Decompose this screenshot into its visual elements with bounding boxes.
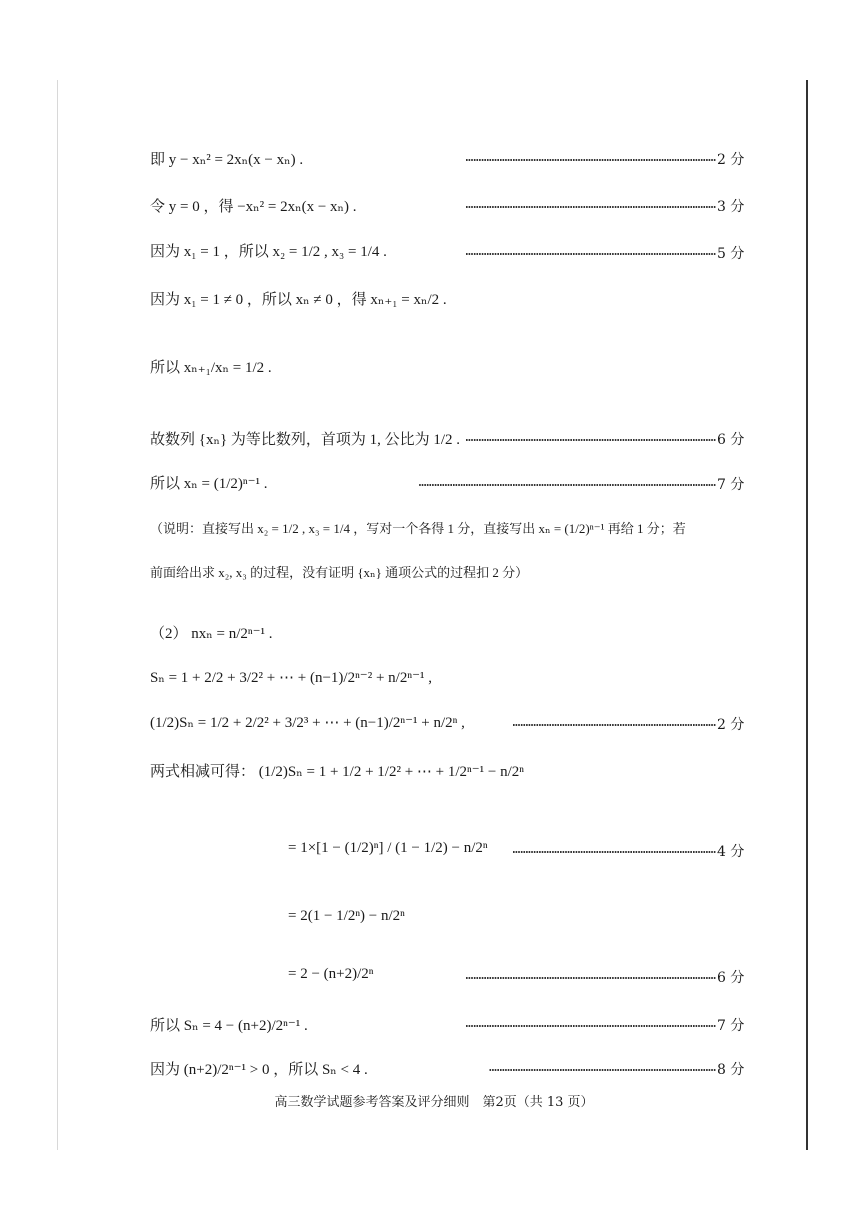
part2-line-7 (288, 966, 374, 983)
page-footer: 高三数学试题参考答案及评分细则 第2页（共 13 页） (274, 1095, 594, 1110)
dot-leader: …………………………………………………………………………………… (465, 197, 716, 212)
part2-line-8 (150, 1014, 308, 1035)
part2-line-5-text: = 1×[1 − (1/2)ⁿ] / (1 − 1/2) − n/2ⁿ (288, 840, 488, 856)
solution-line-4-text: 因为 x₁ = 1 ≠ 0 ，所以 xₙ ≠ 0 ，得 xₙ₊₁ = xₙ/2 . (150, 292, 447, 308)
score-line-6: 6 分 (717, 432, 745, 448)
solution-line-1 (150, 148, 303, 169)
score-part2-line-3: 2 分 (717, 717, 745, 733)
dot-leader: …………………………………………………………………………… (489, 1060, 716, 1075)
score-part2-line-9: 8 分 (717, 1062, 745, 1078)
dot-leader: …………………………………………………………………………………… (465, 1016, 716, 1031)
dot-leader: …………………………………………………………………………………… (465, 968, 716, 983)
page-left-edge (57, 80, 58, 1150)
part2-line-9 (150, 1058, 368, 1079)
part2-line-4-text: 两式相减可得： (1/2)Sₙ = 1 + 1/2 + 1/2² + ⋯ + 1/2ⁿ⁻¹ − n/2ⁿ (150, 764, 525, 780)
score-line-2: 3 分 (717, 199, 745, 215)
part2-line-9-text: 因为 (n+2)/2ⁿ⁻¹ > 0 ，所以 Sₙ < 4 . (150, 1062, 368, 1078)
score-part2-line-5: 4 分 (717, 844, 745, 860)
score-line-1: 2 分 (717, 152, 745, 168)
dot-leader: …………………………………………………………………… (512, 715, 716, 730)
part2-line-2 (150, 668, 432, 687)
dot-leader: …………………………………………………………………………………… (465, 244, 716, 259)
part2-line-7-text: = 2 − (n+2)/2ⁿ (288, 966, 374, 982)
solution-line-7 (150, 472, 268, 493)
dot-leader: …………………………………………………………………… (512, 842, 716, 857)
solution-note-1-text: （说明：直接写出 x₂ = 1/2 , x₃ = 1/4 ，写对一个各得 1 分，直接写出 xₙ = (1/2)ⁿ⁻¹ 再给 1 分；若 (150, 521, 686, 536)
page-right-edge (806, 80, 808, 1150)
part2-line-1-text: （2） nxₙ = n/2ⁿ⁻¹ . (150, 626, 273, 642)
solution-line-6-text: 故数列 {xₙ} 为等比数列，首项为 1, 公比为 1/2 . (150, 432, 461, 448)
part2-line-3-text: (1/2)Sₙ = 1/2 + 2/2² + 3/2³ + ⋯ + (n−1)/2ⁿ⁻¹ + n/2ⁿ , (150, 715, 465, 731)
part2-line-6 (288, 908, 405, 925)
part2-line-3 (150, 713, 465, 732)
solution-line-2 (150, 195, 357, 216)
dot-leader: …………………………………………………………………………………… (465, 150, 716, 165)
dot-leader: …………………………………………………………………………………………………… (418, 475, 716, 490)
score-line-7: 7 分 (717, 477, 745, 493)
score-part2-line-7: 6 分 (717, 970, 745, 986)
score-line-3: 5 分 (717, 246, 745, 262)
solution-note-1 (150, 518, 686, 537)
solution-line-4 (150, 288, 447, 309)
solution-line-5 (150, 356, 272, 377)
solution-note-2 (150, 562, 528, 581)
part2-line-2-text: Sₙ = 1 + 2/2 + 3/2² + ⋯ + (n−1)/2ⁿ⁻² + n/2ⁿ⁻¹ , (150, 670, 432, 686)
solution-line-6 (150, 428, 460, 449)
solution-note-2-text: 前面给出求 x₂, x₃ 的过程，没有证明 {xₙ} 通项公式的过程扣 2 分） (150, 565, 529, 580)
solution-line-5-text: 所以 xₙ₊₁/xₙ = 1/2 . (150, 360, 272, 376)
part2-line-4 (150, 760, 524, 781)
score-part2-line-8: 7 分 (717, 1018, 745, 1034)
solution-line-3 (150, 240, 387, 261)
part2-line-6-text: = 2(1 − 1/2ⁿ) − n/2ⁿ (288, 908, 405, 924)
solution-line-7-text: 所以 xₙ = (1/2)ⁿ⁻¹ . (150, 476, 268, 492)
solution-line-3-text: 因为 x₁ = 1 ，所以 x₂ = 1/2 , x₃ = 1/4 . (150, 244, 387, 260)
solution-line-2-text: 令 y = 0 ，得 −xₙ² = 2xₙ(x − xₙ) . (150, 199, 357, 215)
dot-leader: …………………………………………………………………………………… (465, 430, 716, 445)
part2-line-1 (150, 622, 273, 643)
part2-line-8-text: 所以 Sₙ = 4 − (n+2)/2ⁿ⁻¹ . (150, 1018, 308, 1034)
part2-line-5 (288, 840, 488, 857)
solution-line-1-text: 即 y − xₙ² = 2xₙ(x − xₙ) . (150, 152, 304, 168)
